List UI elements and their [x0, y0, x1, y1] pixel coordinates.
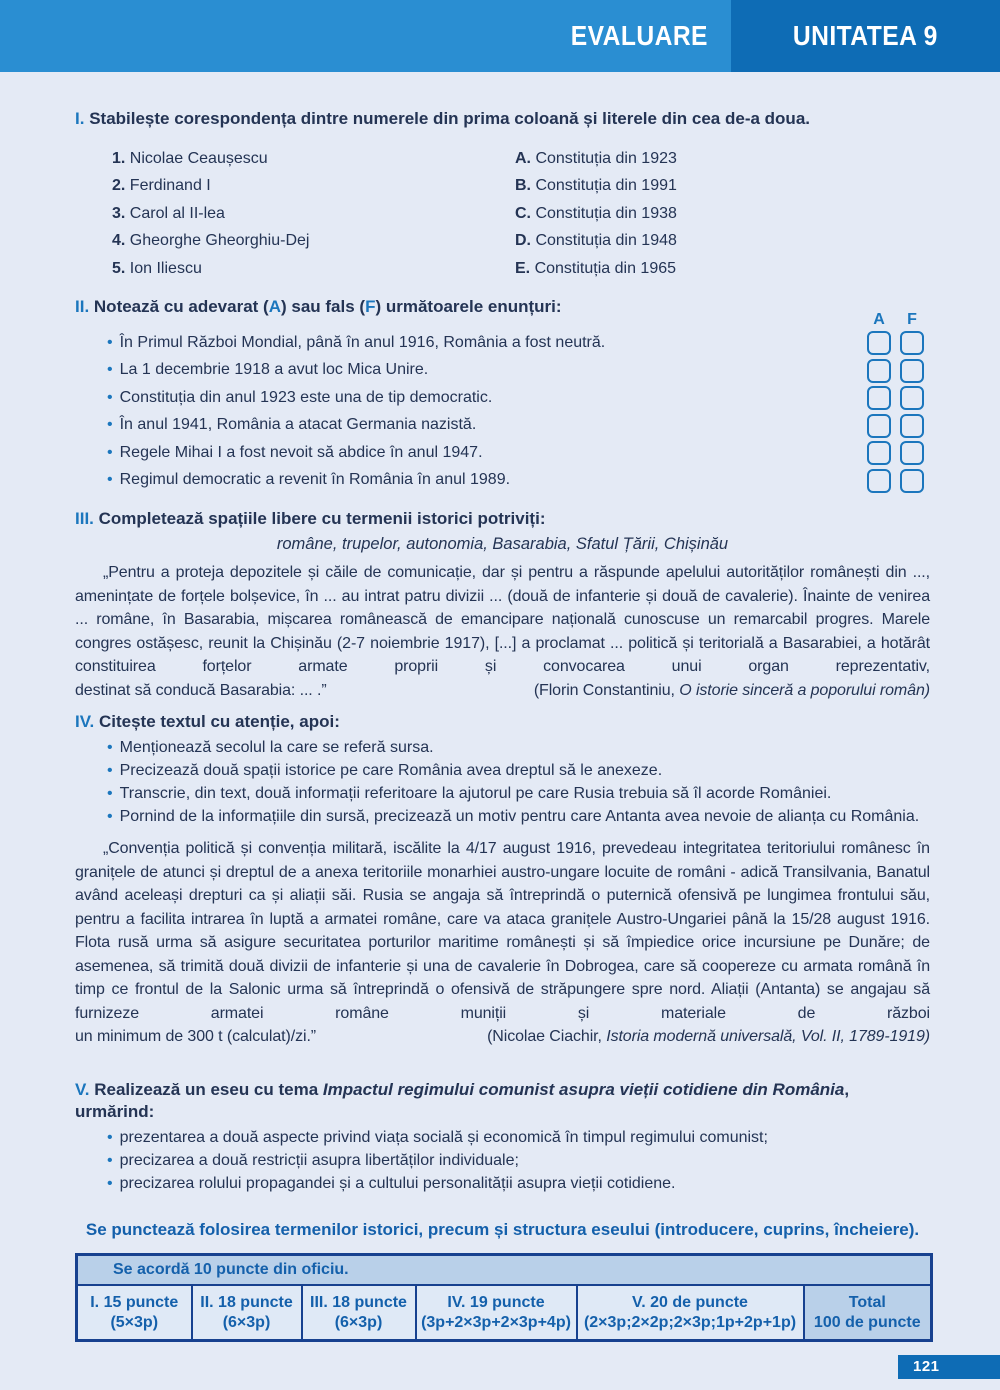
attribution-author: (Florin Constantiniu,	[533, 681, 680, 699]
attribution-title: Istoria modernă universală, Vol. II, 1789-1919)	[606, 1028, 930, 1046]
header-unit-badge	[731, 0, 1000, 72]
scoring-table-header-row	[77, 1254, 932, 1285]
match-person: Ion Iliescu	[129, 259, 202, 277]
match-row	[112, 200, 930, 227]
requirement: • prezentarea a două aspecte privind viața socială și economică în timpul regimului comunist;	[107, 1128, 768, 1146]
quote-attribution	[487, 1025, 930, 1049]
answer-column-headers	[867, 311, 924, 329]
points-cell-3: III. 18 puncte (6×3p)	[302, 1285, 416, 1340]
match-constitution: Constituția din 1938	[535, 204, 677, 222]
true-letter: A	[268, 297, 281, 317]
task: • Precizează două spații istorice pe care România avea dreptul să le anexeze.	[107, 762, 663, 780]
statement: • Regele Mihai I a fost nevoit să abdice în anul 1947.	[107, 443, 483, 461]
match-person: Ferdinand I	[129, 177, 211, 195]
section-3-title	[75, 508, 930, 530]
match-row	[112, 227, 930, 254]
match-number: 3.	[112, 204, 126, 222]
false-letter: F	[365, 297, 376, 317]
attribution-author: (Nicolae Ciachir,	[487, 1028, 607, 1046]
section-4-numeral: IV.	[75, 712, 95, 732]
statement: • Regimul democratic a revenit în România în anul 1989.	[107, 471, 511, 489]
section-2-title-pre: Notează cu adevarat (	[93, 297, 269, 317]
answer-checkbox-f[interactable]	[900, 331, 924, 355]
office-points-cell: Se acordă 10 puncte din oficiu.	[77, 1254, 932, 1285]
quote-last-line	[75, 1025, 930, 1049]
answer-checkbox-f[interactable]	[900, 441, 924, 465]
section-4-title-text: Citește textul cu atenție, apoi:	[98, 712, 340, 732]
section-5-title	[75, 1079, 930, 1123]
match-person: Carol al II-lea	[129, 204, 225, 222]
page-number: 121	[913, 1358, 940, 1376]
answer-checkbox-f[interactable]	[900, 414, 924, 438]
answer-checkbox-a[interactable]	[867, 386, 891, 410]
answer-checkbox-f[interactable]	[900, 386, 924, 410]
bullet-icon: •	[107, 1151, 113, 1169]
section-1-title	[75, 108, 930, 130]
scoring-table	[75, 1253, 933, 1342]
points-cell-2: II. 18 puncte (6×3p)	[192, 1285, 302, 1340]
match-constitution: Constituția din 1948	[535, 232, 677, 250]
requirement: • precizarea rolului propagandei și a cultului personalității asupra vieții cotidiene.	[107, 1174, 676, 1192]
match-row	[112, 172, 930, 199]
bullet-icon: •	[107, 762, 113, 780]
section-5-title-post: , urmărind:	[75, 1079, 850, 1121]
statement: • La 1 decembrie 1918 a avut loc Mica Unire.	[107, 361, 429, 379]
match-number: 2.	[112, 177, 126, 195]
quote-attribution	[534, 679, 930, 703]
bullet-icon: •	[107, 443, 113, 461]
points-cell-total: Total 100 de puncte	[804, 1285, 932, 1340]
scoring-note: Se punctează folosirea termenilor istorici, precum și structura eseului (introducere, cuprins, încheiere).	[85, 1219, 920, 1239]
true-false-statements	[75, 329, 800, 493]
bullet-icon: •	[107, 361, 113, 379]
requirement: • precizarea a două restricții asupra libertăților individuale;	[107, 1151, 519, 1169]
page-footer	[0, 1355, 1000, 1379]
answer-checkbox-f[interactable]	[900, 469, 924, 493]
match-row	[112, 145, 930, 172]
section-2-title-mid: ) sau fals (	[280, 297, 366, 317]
match-letter: D.	[515, 232, 531, 250]
page-content	[0, 108, 1000, 1342]
header-unit-label: UNITATEA 9	[793, 20, 938, 51]
match-number: 4.	[112, 232, 126, 250]
quote-last-line	[75, 679, 930, 703]
match-letter: E.	[515, 259, 531, 277]
attribution-title: O istorie sinceră a poporului român)	[679, 681, 930, 699]
quote-ending: un minimum de 300 t (calculat)/zi.”	[75, 1028, 317, 1046]
task: • Transcrie, din text, două informații referitoare la ajutorul pe care Rusia trebuia să îl acorde României.	[107, 785, 832, 803]
match-constitution: Constituția din 1991	[535, 177, 677, 195]
task: • Menționează secolul la care se referă sursa.	[107, 739, 434, 757]
true-false-answer-panel	[867, 311, 924, 493]
section-4-tasks	[75, 736, 930, 828]
answer-checkbox-grid	[867, 331, 924, 493]
bullet-icon: •	[107, 471, 113, 489]
answer-checkbox-a[interactable]	[867, 414, 891, 438]
section-3-numeral: III.	[75, 509, 94, 529]
match-letter: B.	[515, 177, 531, 195]
section-2	[75, 296, 930, 493]
section-2-numeral: II.	[75, 297, 90, 317]
bullet-icon: •	[107, 739, 113, 757]
section-5-numeral: V.	[75, 1079, 90, 1099]
match-constitution: Constituția din 1923	[535, 150, 677, 167]
match-number: 1.	[112, 150, 126, 167]
match-row	[112, 255, 930, 282]
match-letter: C.	[515, 204, 531, 222]
section-3-title-text: Completează spațiile libere cu termenii istorici potriviți:	[98, 509, 546, 529]
section-5-title-pre: Realizează un eseu cu tema	[94, 1079, 323, 1099]
source-quote-constantiniu	[75, 561, 930, 702]
answer-checkbox-a[interactable]	[867, 469, 891, 493]
match-constitution: Constituția din 1965	[534, 259, 677, 277]
points-cell-4: IV. 19 puncte (3p+2×3p+2×3p+4p)	[416, 1285, 577, 1340]
section-1-title-text: Stabilește corespondența dintre numerele din prima coloană și literele din cea de-a doua.	[89, 109, 810, 128]
section-5-requirements	[75, 1126, 930, 1195]
bullet-icon: •	[107, 1174, 113, 1192]
statement: • Constituția din anul 1923 este una de tip democratic.	[107, 388, 493, 406]
statement: • În Primul Război Mondial, până în anul 1916, România a fost neutră.	[107, 334, 606, 352]
bullet-icon: •	[107, 1128, 113, 1146]
page-header	[0, 0, 1000, 72]
bullet-icon: •	[107, 785, 113, 803]
points-cell-1: I. 15 puncte (5×3p)	[77, 1285, 192, 1340]
answer-checkbox-a[interactable]	[867, 359, 891, 383]
match-letter: A.	[515, 150, 531, 167]
matching-exercise	[75, 145, 930, 282]
match-person: Nicolae Ceaușescu	[129, 150, 268, 167]
answer-checkbox-a[interactable]	[867, 441, 891, 465]
bullet-icon: •	[107, 808, 113, 826]
task: • Pornind de la informațiile din sursă, precizează un motiv pentru care Antanta avea nevoie de alianța cu România.	[107, 808, 920, 826]
bullet-icon: •	[107, 334, 113, 352]
bullet-icon: •	[107, 388, 113, 406]
essay-theme: Impactul regimului comunist asupra vieții cotidiene din România	[322, 1079, 845, 1099]
answer-checkbox-a[interactable]	[867, 331, 891, 355]
bullet-icon: •	[107, 416, 113, 434]
points-cell-5: V. 20 de puncte (2×3p;2×2p;2×3p;1p+2p+1p)	[577, 1285, 804, 1340]
match-number: 5.	[112, 259, 126, 277]
quote-ending: destinat să conducă Basarabia: ... .”	[75, 681, 327, 699]
answer-checkbox-f[interactable]	[900, 359, 924, 383]
section-4-title	[75, 711, 930, 733]
statement: • În anul 1941, România a atacat Germania nazistă.	[107, 416, 477, 434]
section-1-numeral: I.	[75, 109, 85, 128]
quote-body: „Pentru a proteja depozitele și căile de comunicație, dar și pentru a răspunde apelului autorităților românești din ..., amenințate de forțele bolșevice, în ... au intrat patru divizii ... (două de infanterie și două de cavalerie). Înainte de venirea ... române, în Basarabia, mișcarea românească de emancipare națională cunoscuse un remarcabil progres. Marele congres ostășesc, reunit la Chișinău (2-7 noiembrie 1917), [...] a proclamat ... politică și teritorială a Basarabiei, a hotărât constituirea forțelor armate proprii și convocarea unui organ reprezentativ,	[75, 564, 930, 676]
column-a-label: A	[873, 311, 885, 329]
section-2-title-post: ) următoarele enunțuri:	[375, 297, 562, 317]
page-number-badge	[898, 1355, 1000, 1379]
header-evaluare-label: EVALUARE	[570, 20, 708, 51]
term-bank: române, trupelor, autonomia, Basarabia, Sfatul Țării, Chișinău	[276, 535, 729, 554]
match-person: Gheorghe Gheorghiu-Dej	[129, 232, 310, 250]
section-2-title	[75, 296, 930, 318]
column-f-label: F	[907, 311, 917, 329]
quote-body: „Convenția politică și convenția militară, iscălite la 4/17 august 1916, prevedeau integritatea teritoriului românesc în granițele de atunci și dreptul de a anexa teritoriile monarhiei austro-ungare locuite de români - adică Transilvania, Banatul având aceleași drepturi ca și aliații săi. Rusia se angaja să întreprindă o puternică ofensivă pe lungimea frontului său, pentru a facilita intrarea în luptă a armatei române, care va ataca granițele Austro-Ungariei până la 15/28 august 1916. Flota rusă urma să asigure securitatea porturilor maritime românești și să împiedice orice incursiune pe Dunăre; de asemenea, să trimită două divizii de infanterie și una de cavalerie în Dobrogea, care să coopereze cu armata română în timp ce frontul de la Salonic urma să întreprindă o ofensivă de străpungere spre nord. Aliații (Antanta) se angajau să furnizeze armatei române muniții și materiale de război	[75, 840, 930, 1022]
scoring-table-points-row	[77, 1285, 932, 1340]
source-quote-ciachir	[75, 837, 930, 1049]
